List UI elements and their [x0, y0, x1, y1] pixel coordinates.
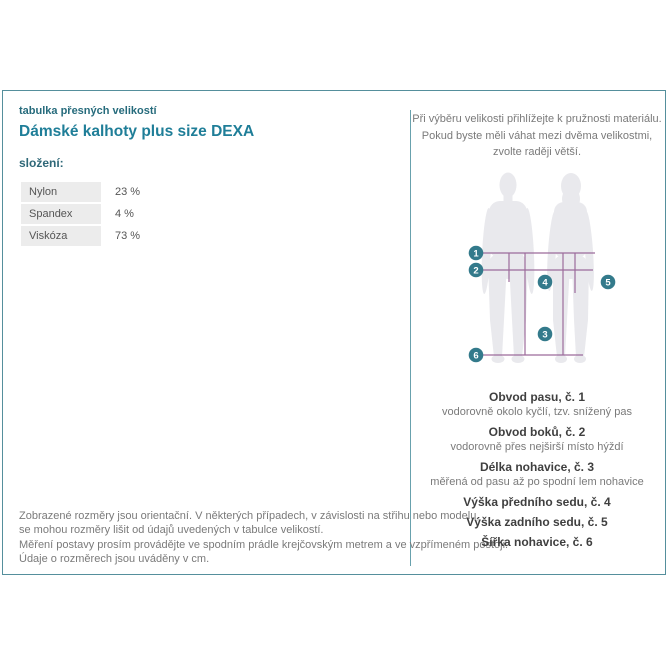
measurement-description: vodorovně okolo kyčlí, tzv. snížený pas	[442, 406, 632, 418]
measurement-label: Výška předního sedu, č. 4	[463, 495, 611, 509]
measurement-item	[411, 495, 663, 510]
svg-text:1: 1	[473, 248, 479, 260]
disclaimer-text	[19, 510, 509, 566]
composition-row	[21, 204, 161, 224]
left-column	[19, 91, 509, 574]
fit-advice-line: zvolte raději větší.	[492, 146, 582, 158]
disclaimer-line: Zobrazené rozměry jsou orientační. V některých případech, v závislosti na střihu nebo modelu,	[19, 510, 480, 522]
measurement-diagram	[440, 165, 650, 380]
measurement-label: Obvod boků, č. 2	[488, 425, 586, 439]
marker-6	[469, 348, 484, 363]
measurement-item	[411, 460, 663, 490]
marker-4	[538, 275, 553, 290]
disclaimer-line: Údaje o rozměrech jsou uváděny v cm.	[19, 552, 210, 565]
measurement-description: vodorovně přes nejširší místo hýždí	[450, 441, 624, 453]
size-chart-panel	[2, 90, 666, 575]
front-silhouette-figure	[480, 173, 536, 364]
svg-text:5: 5	[605, 277, 611, 289]
measurement-item	[411, 390, 663, 420]
composition-row	[21, 226, 161, 246]
fit-advice-text	[411, 111, 663, 161]
marker-5	[601, 275, 616, 290]
marker-1	[469, 246, 484, 261]
composition-heading: složení:	[19, 156, 64, 170]
svg-text:3: 3	[542, 329, 548, 341]
measurement-description: měřená od pasu až po spodní lem nohavice	[430, 476, 644, 488]
product-title: Dámské kalhoty plus size DEXA	[19, 123, 255, 140]
measurement-label: Obvod pasu, č. 1	[488, 390, 586, 404]
disclaimer-line: se mohou rozměry lišit od údajů uvedených v tabulce velikostí.	[19, 523, 324, 536]
svg-text:2: 2	[473, 265, 479, 277]
material-name: Nylon	[21, 182, 101, 202]
material-name: Viskóza	[21, 226, 101, 246]
svg-text:6: 6	[473, 350, 479, 362]
measurement-item	[411, 425, 663, 455]
measurement-item	[411, 535, 663, 550]
fit-advice-line: Pokud byste měli váhat mezi dvěma velikostmi,	[421, 129, 653, 142]
measurement-label: Šířka nohavice, č. 6	[481, 535, 593, 549]
marker-3	[538, 327, 553, 342]
material-percent: 73 %	[115, 230, 141, 242]
size-table-eyebrow: tabulka přesných velikostí	[19, 105, 157, 117]
svg-text:4: 4	[542, 277, 548, 289]
composition-table	[21, 180, 161, 248]
composition-row	[21, 182, 161, 202]
material-percent: 4 %	[115, 208, 134, 220]
material-name: Spandex	[21, 204, 101, 224]
material-percent: 23 %	[115, 186, 141, 198]
measurement-legend	[411, 390, 663, 555]
measurement-item	[411, 515, 663, 530]
measurement-label: Výška zadního sedu, č. 5	[466, 515, 608, 529]
side-silhouette-figure	[545, 173, 596, 363]
fit-advice-line: Při výběru velikosti přihlížejte k pružnosti materiálu.	[412, 113, 662, 125]
measurement-label: Délka nohavice, č. 3	[479, 460, 595, 474]
disclaimer-line: Měření postavy prosím provádějte ve spodním prádle krejčovským metrem a ve vzpřímeném postoji.	[19, 539, 509, 551]
right-column	[411, 91, 663, 574]
marker-2	[469, 263, 484, 278]
